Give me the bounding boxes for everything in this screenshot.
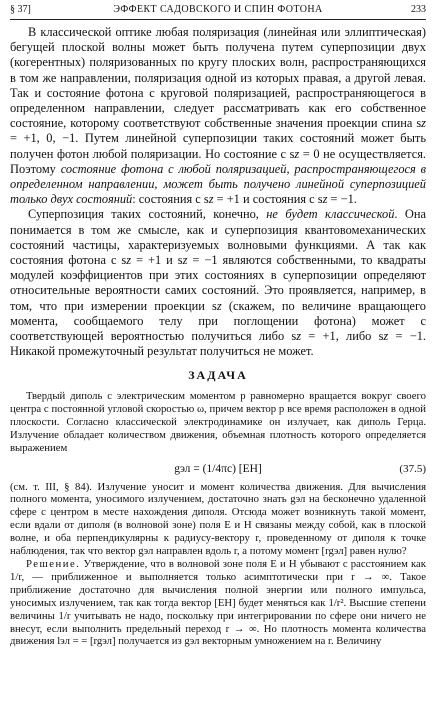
italic-segment: z <box>182 253 188 268</box>
italic-segment: z <box>383 329 389 344</box>
problem-block <box>10 390 426 648</box>
page-number: 233 <box>411 4 426 15</box>
text-segment: Суперпозиция таких состояний, конечно, <box>28 207 267 222</box>
italic-segment: z <box>294 146 300 161</box>
section-number: § 37] <box>10 4 31 15</box>
paragraph <box>10 25 426 207</box>
text-segment: (скажем, по величине вращающего момента, сообщаемого телу при поглощении фотона) может с соответствующей вероятностью получиться либо s <box>10 298 426 344</box>
solution-text: Утверждение, что в волновой зоне поля E и H убывают с расстоянием как 1/r, — приближенное и выполняется только асимптотически при r → ∞. Такое приближение достаточно для вычисления полной энергии или полного импульса, уносимых излучением, так как тогда вектор [EH] будет меняться как 1/r². Высшие степени величины 1/r учитывать не надо, поскольку при интегрировании по сфере они ничего не внесут, если выполнить предельный переход r → ∞. Но плотность момента количества движения lэл = = [rgэл] получается из gэл векторным умножением на r. Величину <box>10 557 426 648</box>
italic-segment: z <box>208 192 214 207</box>
solution-label: Решение. <box>26 557 81 570</box>
header-rule <box>10 19 426 20</box>
italic-segment: не будет классической <box>266 207 395 222</box>
italic-segment: z <box>126 253 132 268</box>
paragraph <box>10 207 426 359</box>
main-text <box>10 25 426 359</box>
problem-continuation-text: (см. т. III, § 84). Излучение уносит и момент количества движения. Для вычисления полного момента, уносимого излучением, достаточно знать gэл на бесконечно удаленной сфере с центром в месте нахождения диполя. Отсюда может возникнуть такой момент, если вдали от диполя (в волновой зоне) поля E и H связаны между собой, как в плоской волне, и оба перпендикулярны к радиусу-вектору r, проведенному от диполя к точке наблюдения, так что вектор gэл направлен вдоль r, а потому момент [rgэл] равен нулю? <box>10 480 426 558</box>
text-segment: = −1. <box>327 192 357 207</box>
solution-paragraph <box>10 558 426 648</box>
text-segment: = +1 и состояния с s <box>213 192 323 207</box>
italic-segment: z <box>322 192 328 207</box>
italic-segment: z <box>296 329 302 344</box>
text-segment: = +1, либо s <box>301 329 384 344</box>
problem-statement: Твердый диполь с электрическим моментом p равномерно вращается вокруг своего центра с постоянной угловой скоростью ω, причем вектор p все время расположен в одной плоскости. Согласно классической электродинамике он излучает, как диполь Герца. Излучение обладает количеством движения, объемная плотность которого определяется выражением <box>10 390 426 454</box>
text-segment: = −1 являются собственными, то квадраты модулей коэффициентов при этих состояниях в суперпозиции определяют относительные вероятности самих состояний. Это проявляется, например, в том, что при измерении проекции s <box>10 253 426 313</box>
text-segment: = +1, 0, −1. Путем линейной суперпозиции таких состояний может быть получен фотон любой поляризации. Но состояние с s <box>10 131 426 161</box>
running-header <box>10 4 426 18</box>
running-title: ЭФФЕКТ САДОВСКОГО И СПИН ФОТОНА <box>113 4 323 15</box>
italic-segment: состояние фотона с любой поляризацией, распространяющегося в определенном направлении, может быть получено линейной суперпозицией только двух состояний <box>10 161 426 207</box>
text-segment: . Она понимается в том же смысле, как и суперпозиция квантовомеханических состояний частицы, характеризуемых волновыми функциями. А так как состояния фотона с s <box>10 207 426 268</box>
equation-number: (37.5) <box>399 462 426 475</box>
problem-heading: ЗАДАЧА <box>188 368 248 382</box>
equation-row <box>10 461 426 479</box>
equation: gэл = (1/4πc) [EH] <box>174 462 262 475</box>
italic-segment: z <box>216 298 222 313</box>
problem-continuation <box>10 481 426 558</box>
text-segment: : состояния с s <box>132 192 209 207</box>
text-segment: = −1. Никакой промежуточный результат получиться не может. <box>10 329 426 359</box>
text-segment: = +1 и s <box>131 253 183 268</box>
italic-segment: z <box>421 116 426 131</box>
text-segment: = 0 не осуществляется. Поэтому <box>10 146 426 176</box>
text-segment: В классической оптике любая поляризация (линейная или эллиптическая) бегущей плоской волны может быть получена путем суперпозиции двух (когерентных) поляризованных по кругу плоских волн, распространяющихся в том же направлении, поляризация одной из которых правая, а другой левая. Так и состояние фотона с круговой поляризацией, распространяющегося в определенном направлении, следует рассматривать как его собственное состояние, которому соответствуют собственные значения проекции спина s <box>10 25 426 131</box>
